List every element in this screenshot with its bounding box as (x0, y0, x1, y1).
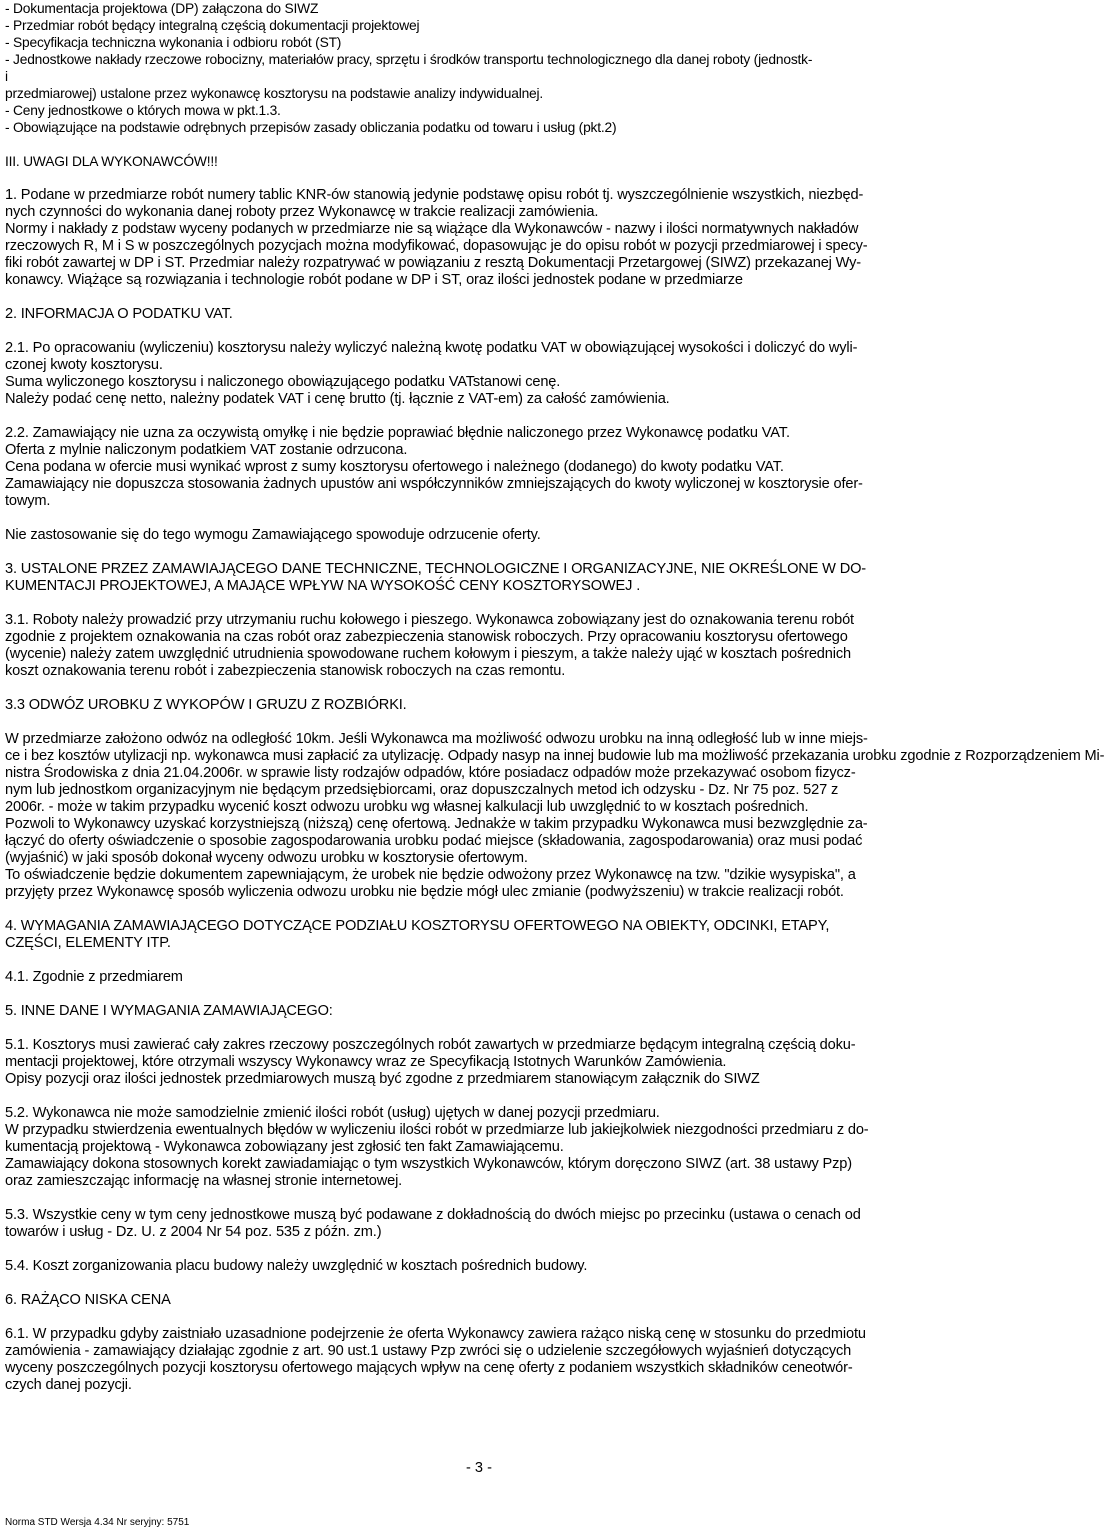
paragraph-line-section-33-lines: nistra Środowiska z dnia 21.04.2006r. w sprawie listy rodzajów odpadów, które posiadacz odpadów może przekazywać osobom fizycz- (5, 765, 856, 781)
paragraph-spacer (5, 1088, 955, 1105)
list-item-top-list: - Przedmiar robót będący integralną częścią dokumentacji projektowej (5, 18, 420, 33)
paragraph-spacer (5, 986, 955, 1003)
list-item-top-list: - Ceny jednostkowe o których mowa w pkt.1.3. (5, 103, 281, 118)
paragraph-line-section-53: 5.3. Wszystkie ceny w tym ceny jednostkowe muszą być podawane z dokładnością do dwóch miejsc po przecinku (ustawa o cenach od (5, 1207, 861, 1223)
paragraph-line-section-vat-21: Należy podać cenę netto, należny podatek VAT i cenę brutto (tj. łącznie z VAT-em) za całość zamówienia. (5, 391, 670, 407)
paragraph-line-section-61: wyceny poszczególnych pozycji kosztorysu ofertowego mających wpływ na cenę oferty z podaniem wszystkich składników ceneotwór- (5, 1360, 853, 1376)
list-item-top-list: i (5, 69, 8, 84)
paragraph-spacer (5, 1241, 955, 1258)
paragraph-spacer (5, 408, 955, 425)
paragraph-line-section-vat-22: Oferta z mylnie naliczonym podatkiem VAT zostanie odrzucona. (5, 442, 408, 458)
paragraph-line-section-uwagi-lines: nych czynności do wykonania danej roboty przez Wykonawcę w trakcie realizacji zamówienia. (5, 204, 599, 220)
paragraph-line-section-33-lines: Pozwoli to Wykonawcy uzyskać korzystniejszą (niższą) cenę ofertową. Jednakże w takim przypadku Wykonawca musi bezwzględnie za- (5, 816, 868, 832)
paragraph-line-section-52: W przypadku stwierdzenia ewentualnych błędów w wyliczeniu ilości robót w przedmiarze lub jakiejkolwiek niezgodności przedmiaru z do- (5, 1122, 869, 1138)
paragraph-spacer (5, 901, 955, 918)
section-heading-section-3-heading: 3. USTALONE PRZEZ ZAMAWIAJĄCEGO DANE TECHNICZNE, TECHNOLOGICZNE I ORGANIZACYJNE, NIE OKREŚLONE W DO- (5, 561, 867, 577)
section-heading-section-5-heading: 5. INNE DANE I WYMAGANIA ZAMAWIAJĄCEGO: (5, 1003, 333, 1019)
paragraph-line-section-33-lines: nym lub jednostkom organizacyjnym nie będącym przedsiębiorcami, oraz dopuszczalnych metod ich odzysku - Dz. Nr 75 poz. 527 z (5, 782, 839, 798)
paragraph-line-section-33-lines: przyjęty przez Wykonawcę sposób wyliczenia odwozu urobku nie będzie mógł ulec zmianie (podwyższeniu) w trakcie realizacji robót. (5, 884, 844, 900)
paragraph-line-section-52: 5.2. Wykonawca nie może samodzielnie zmienić ilości robót (usług) ujętych w danej pozycji przedmiaru. (5, 1105, 660, 1121)
paragraph-line-section-61: 6.1. W przypadku gdyby zaistniało uzasadnione podejrzenie że oferta Wykonawcy zawiera rażąco niską cenę w stosunku do przedmiotu (5, 1326, 866, 1342)
paragraph-line-section-31: zgodnie z projektem oznakowania na czas robót oraz zabezpieczenia stanowisk roboczych. Przy opracowaniu kosztorysu ofertowego (5, 629, 848, 645)
list-item-top-list: przedmiarowej) ustalone przez wykonawcę kosztorysu na podstawie analizy indywidualnej. (5, 86, 544, 101)
paragraph-line-section-uwagi-lines: 1. Podane w przedmiarze robót numery tablic KNR-ów stanowią jedynie podstawę opisu robót tj. wyszczególnienie wszystkich, niezbęd- (5, 187, 864, 203)
section-heading-section-3-heading: KUMENTACJI PROJEKTOWEJ, A MAJĄCE WPŁYW NA WYSOKOŚĆ CENY KOSZTORYSOWEJ . (5, 578, 641, 594)
paragraph-line-section-uwagi-lines: fiki robót zawartej w DP i ST. Przedmiar należy rozpatrywać w powiązaniu z resztą Dokumentacji Przetargowej (SIWZ) przekazanej Wy- (5, 255, 862, 271)
page-number: - 3 - (466, 1460, 492, 1476)
paragraph-line-section-52: oraz zamieszczając informację na własnej stronie internetowej. (5, 1173, 403, 1189)
paragraph-line-section-51: 5.1. Kosztorys musi zawierać cały zakres rzeczowy poszczególnych robót zawartych w przedmiarze będącym integralną częścią doku- (5, 1037, 856, 1053)
paragraph-line-section-54: 5.4. Koszt zorganizowania placu budowy należy uwzględnić w kosztach pośrednich budowy. (5, 1258, 588, 1274)
paragraph-line-section-31: koszt oznakowania terenu robót i zabezpieczenia stanowisk roboczych na czas remontu. (5, 663, 566, 679)
document-body (5, 0, 1104, 1394)
paragraph-spacer (5, 1020, 955, 1037)
paragraph-spacer (5, 136, 955, 153)
paragraph-spacer (5, 289, 955, 306)
paragraph-line-section-uwagi-lines: rzeczowych R, M i S w poszczególnych pozycjach można modyfikować, dopasowując je do opisu robót w pozycji przedmiarowej i specy- (5, 238, 868, 254)
list-item-top-list: - Jednostkowe nakłady rzeczowe robocizny, materiałów pracy, sprzętu i środków transportu technologicznego dla danej roboty (jednostk- (5, 52, 813, 67)
section-heading-section-6-heading: 6. RAŻĄCO NISKA CENA (5, 1292, 171, 1308)
paragraph-line-section-vat-21: czonej kwoty kosztorysu. (5, 357, 163, 373)
paragraph-spacer (5, 544, 955, 561)
paragraph-spacer (5, 714, 955, 731)
paragraph-line-section-41: 4.1. Zgodnie z przedmiarem (5, 969, 183, 985)
paragraph-line-section-33-lines: 2006r. - może w takim przypadku wycenić koszt odwozu urobku wg własnej kalkulacji lub uwzględnić to w kosztach pośrednich. (5, 799, 809, 815)
paragraph-line-section-33-lines: (wyjaśnić) w jaki sposób dokonał wyceny odwozu urobku w kosztorysie ofertowym. (5, 850, 528, 866)
paragraph-line-section-51: Opisy pozycji oraz ilości jednostek przedmiarowych muszą być zgodne z przedmiarem stanowiącym załącznik do SIWZ (5, 1071, 760, 1087)
section-heading-section-uwagi-heading: III. UWAGI DLA WYKONAWCÓW!!! (5, 154, 218, 169)
paragraph-spacer (5, 1190, 955, 1207)
paragraph-line-section-vat-21: Suma wyliczonego kosztorysu i naliczonego obowiązującego podatku VATstanowi cenę. (5, 374, 561, 390)
paragraph-spacer (5, 170, 955, 187)
paragraph-spacer (5, 1309, 955, 1326)
paragraph-spacer (5, 595, 955, 612)
paragraph-line-section-51: mentacji projektowej, które otrzymali wszyscy Wykonawcy wraz ze Specyfikacją Istotnych Warunków Zamówienia. (5, 1054, 727, 1070)
paragraph-line-section-61: czych danej pozycji. (5, 1377, 132, 1393)
paragraph-line-section-31: 3.1. Roboty należy prowadzić przy utrzymaniu ruchu kołowego i pieszego. Wykonawca zobowiązany jest do oznakowania terenu robót (5, 612, 854, 628)
section-heading-section-vat-heading: 2. INFORMACJA O PODATKU VAT. (5, 306, 233, 322)
paragraph-line-section-33-lines: ce i bez kosztów utylizacji np. wykonawca musi zapłacić za utylizację. Odpady nasyp na innej budowie lub ma możliwość przekazania urobku zgodnie z Rozporządzeniem Mi- (5, 748, 1104, 764)
paragraph-spacer (5, 510, 955, 527)
list-item-top-list: - Obowiązujące na podstawie odrębnych przepisów zasady obliczania podatku od towaru i usług (pkt.2) (5, 120, 617, 135)
paragraph-spacer (5, 323, 955, 340)
section-heading-section-33-heading: 3.3 ODWÓZ UROBKU Z WYKOPÓW I GRUZU Z ROZBIÓRKI. (5, 697, 407, 713)
list-item-top-list: - Specyfikacja techniczna wykonania i odbioru robót (ST) (5, 35, 342, 50)
paragraph-line-section-33-lines: W przedmiarze założono odwóz na odległość 10km. Jeśli Wykonawca ma możliwość odwozu urobku na inną odległość lub w inne miejs- (5, 731, 868, 747)
paragraph-line-section-vat-22: Zamawiający nie dopuszcza stosowania żadnych upustów ani współczynników zmniejszających do kwoty wyliczonej w kosztorysie ofer- (5, 476, 863, 492)
paragraph-line-section-uwagi-lines: konawcy. Wiążące są rozwiązania i technologie robót podane w DP i ST, oraz ilości jednostek podane w przedmiarze (5, 272, 743, 288)
paragraph-line-section-61: zamówienia - zamawiający działając zgodnie z art. 90 ust.1 ustawy Pzp zwróci się o udzielenie szczegółowych wyjaśnień dotyczących (5, 1343, 852, 1359)
paragraph-line-section-vat-22: 2.2. Zamawiający nie uzna za oczywistą omyłkę i nie będzie poprawiać błędnie naliczonego przez Wykonawcę podatku VAT. (5, 425, 790, 441)
section-heading-section-4-heading: 4. WYMAGANIA ZAMAWIAJĄCEGO DOTYCZĄCE PODZIAŁU KOSZTORYSU OFERTOWEGO NA OBIEKTY, ODCINKI, ETAPY, (5, 918, 830, 934)
paragraph-line-section-52: Zamawiający dokona stosownych korekt zawiadamiając o tym wszystkich Wykonawców, którym doręczono SIWZ (art. 38 ustawy Pzp) (5, 1156, 852, 1172)
paragraph-line-section-vat-22: towym. (5, 493, 51, 509)
footer-software-info: Norma STD Wersja 4.34 Nr seryjny: 5751 (5, 1517, 190, 1528)
list-item-top-list: - Dokumentacja projektowa (DP) załączona do SIWZ (5, 1, 319, 16)
paragraph-line-section-vat-21: 2.1. Po opracowaniu (wyliczeniu) kosztorysu należy wyliczyć należną kwotę podatku VAT w obowiązującej wysokości i doliczyć do wyli- (5, 340, 858, 356)
paragraph-line-section-53: towarów i usług - Dz. U. z 2004 Nr 54 poz. 535 z późn. zm.) (5, 1224, 382, 1240)
document-page (5, 0, 1104, 1394)
paragraph-line-section-vat-22: Cena podana w ofercie musi wynikać wprost z sumy kosztorysu ofertowego i należnego (dodanego) do kwoty podatku VAT. (5, 459, 784, 475)
paragraph-line-section-52: kumentacją projektową - Wykonawca zobowiązany jest zgłosić ten fakt Zamawiającemu. (5, 1139, 564, 1155)
paragraph-spacer (5, 952, 955, 969)
paragraph-line-section-31: (wycenie) należy zatem uwzględnić utrudnienia spowodowane ruchem kołowym i pieszym, a także należy ująć w kosztach pośrednich (5, 646, 851, 662)
paragraph-spacer (5, 680, 955, 697)
paragraph-line-section-33-lines: To oświadczenie będzie dokumentem zapewniającym, że urobek nie będzie odwożony przez Wykonawcę na tzw. "dzikie wysypiska", a (5, 867, 856, 883)
paragraph-line-section-33-lines: łączyć do oferty oświadczenie o sposobie zagospodarowania urobku podać miejsce (składowania, zagospodarowania) oraz musi podać (5, 833, 863, 849)
paragraph-spacer (5, 1275, 955, 1292)
section-heading-section-4-heading: CZĘŚCI, ELEMENTY ITP. (5, 935, 171, 951)
paragraph-line-section-vat-note: Nie zastosowanie się do tego wymogu Zamawiającego spowoduje odrzucenie oferty. (5, 527, 541, 543)
paragraph-line-section-uwagi-lines: Normy i nakłady z podstaw wyceny podanych w przedmiarze nie są wiążące dla Wykonawców - nazwy i ilości normatywnych nakładów (5, 221, 859, 237)
